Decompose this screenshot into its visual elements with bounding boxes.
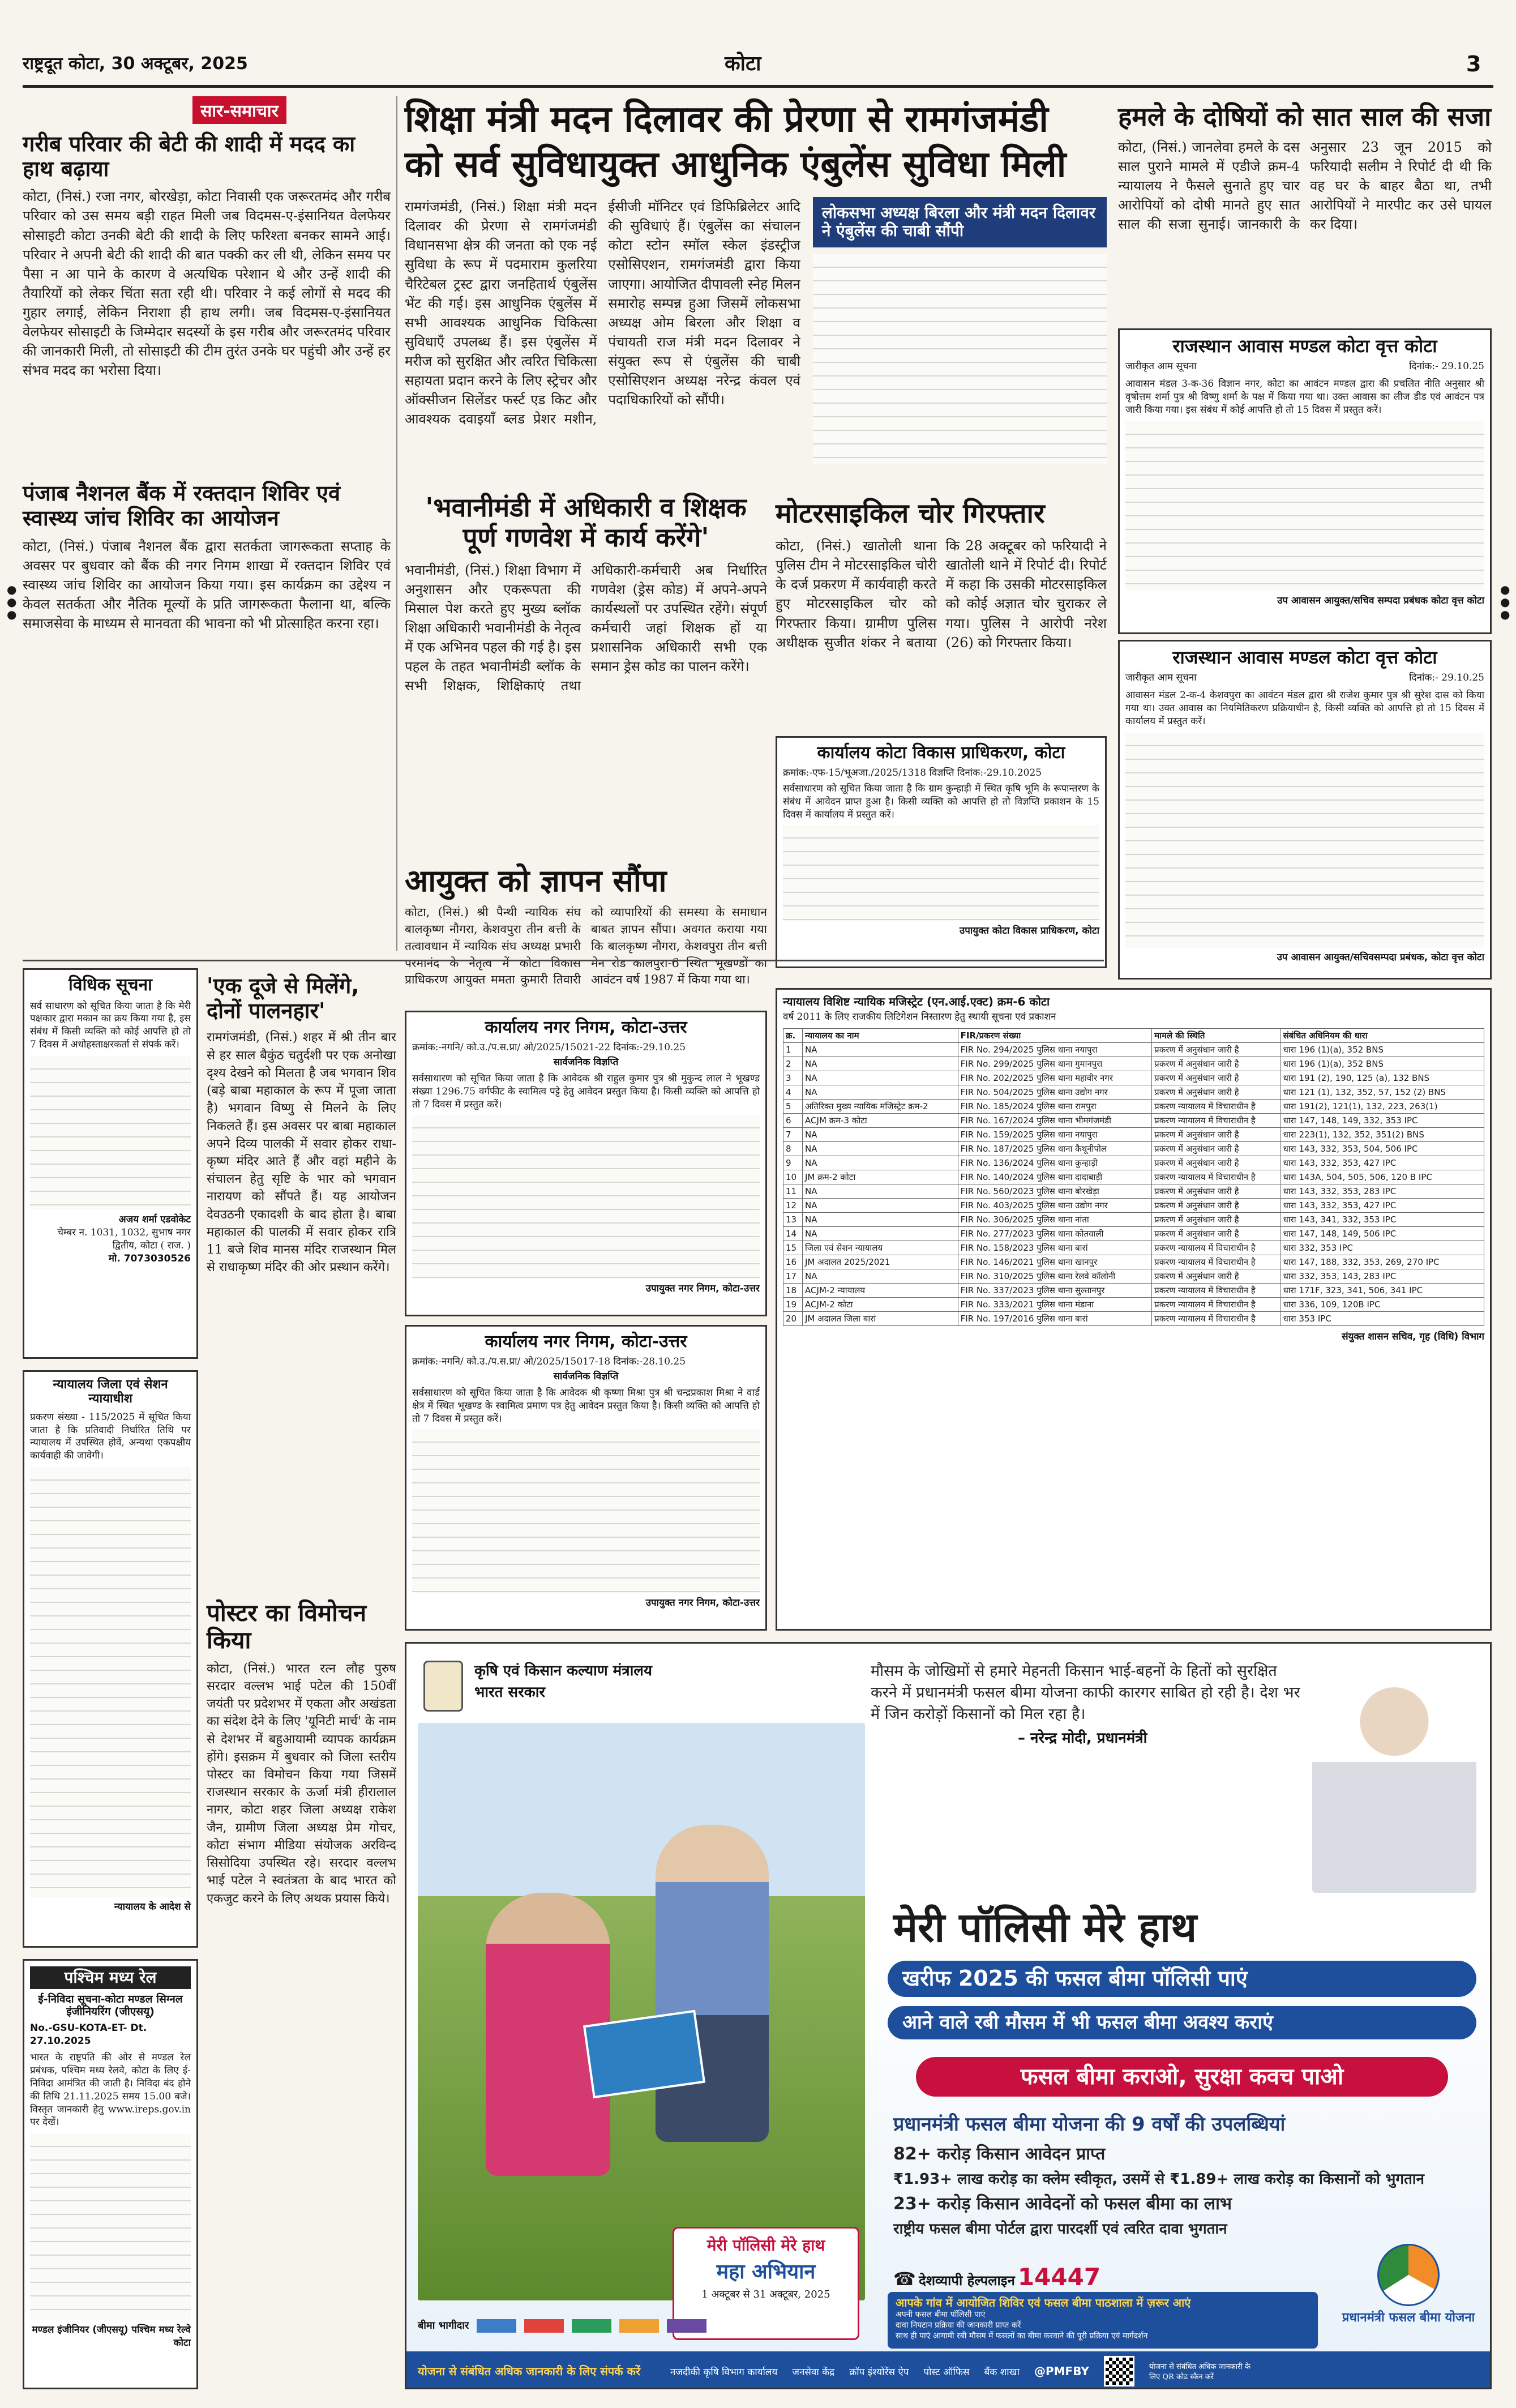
table-cell: 6 bbox=[783, 1113, 803, 1127]
table-cell: 11 bbox=[783, 1184, 803, 1198]
table-cell: 15 bbox=[783, 1241, 803, 1255]
table-cell: NA bbox=[803, 1156, 958, 1170]
court-fill bbox=[30, 1467, 191, 1897]
poster-story bbox=[207, 1599, 396, 2386]
nigam2-line: क्रमांक:-नगनि/ को.उ./प.स.प्रा/ ओ/2025/15017-18 दिनांक:-28.10.25 bbox=[412, 1355, 686, 1367]
campaign-dates: 1 अक्टूबर से 31 अक्टूबर, 2025 bbox=[701, 2288, 830, 2300]
table-cell: NA bbox=[803, 1057, 958, 1071]
table-row bbox=[783, 1099, 1484, 1113]
table-cell: NA bbox=[803, 1198, 958, 1212]
table-cell: 12 bbox=[783, 1198, 803, 1212]
nigam2-fill bbox=[412, 1429, 760, 1593]
bullet-2 bbox=[888, 2006, 1476, 2039]
table-cell: NA bbox=[803, 1226, 958, 1241]
table-cell: 20 bbox=[783, 1311, 803, 1325]
table-cell: प्रकरण में अनुसंधान जारी है bbox=[1152, 1057, 1281, 1071]
campaign-logo-title: मेरी पॉलिसी मेरे हाथ bbox=[706, 2236, 825, 2255]
table-cell: 3 bbox=[783, 1071, 803, 1085]
litigation-table bbox=[783, 1028, 1484, 1326]
legal-body: सर्व साधारण को सूचित किया जाता है कि मेरी पक्षकार द्वारा मकान का क्रय किया गया है, इस संबंध में किसी व्यक्ति को कोई आपत्ति हो तो 7 दिवस में अधोहस्ताक्षरकर्ता से संपर्क करें। bbox=[30, 1000, 191, 1051]
kda-line: क्रमांक:-एफ-15/भूअजा./2025/1318 विज्ञप्ति दिनांक:-29.10.2025 bbox=[783, 767, 1042, 779]
railway-no: No.-GSU-KOTA-ET- Dt. 27.10.2025 bbox=[30, 2022, 147, 2047]
table-cell: धारा 196 (1)(a), 352 BNS bbox=[1281, 1057, 1484, 1071]
table-cell: धारा 353 IPC bbox=[1281, 1311, 1484, 1325]
table-cell: प्रकरण में अनुसंधान जारी है bbox=[1152, 1156, 1281, 1170]
table-cell: FIR No. 146/2021 पुलिस थाना खानपुर bbox=[958, 1255, 1152, 1269]
emblem-icon bbox=[423, 1661, 463, 1712]
kda-body: सर्वसाधारण को सूचित किया जाता है कि ग्राम कुन्हाड़ी में स्थित कृषि भूमि के रूपान्तरण के संबंध में आवेदन प्राप्त हुआ है। किसी व्यक्ति को आपत्ति हो तो विज्ञप्ति प्रकाशन के 15 दिवस में कार्यालय में प्रस्तुत करें। bbox=[783, 783, 1099, 821]
table-cell: प्रकरण न्यायालय में विचाराधीन है bbox=[1152, 1113, 1281, 1127]
contact-item: बैंक शाखा bbox=[984, 2366, 1020, 2378]
table-cell: FIR No. 333/2021 पुलिस थाना मंडाना bbox=[958, 1297, 1152, 1311]
table-cell: प्रकरण में अनुसंधान जारी है bbox=[1152, 1141, 1281, 1156]
page-number: 3 bbox=[1466, 52, 1481, 76]
right-story bbox=[1118, 102, 1492, 323]
table-cell: प्रकरण न्यायालय में विचाराधीन है bbox=[1152, 1241, 1281, 1255]
contact-band bbox=[406, 2351, 1492, 2389]
table-row bbox=[783, 1297, 1484, 1311]
table-cell: प्रकरण में अनुसंधान जारी है bbox=[1152, 1184, 1281, 1198]
table-cell: 19 bbox=[783, 1297, 803, 1311]
table-cell: ACJM-2 कोटा bbox=[803, 1297, 958, 1311]
nigam2-title: कार्यालय नगर निगम, कोटा-उत्तर bbox=[485, 1332, 687, 1351]
table-cell: प्रकरण न्यायालय में विचाराधीन है bbox=[1152, 1099, 1281, 1113]
legal-notice bbox=[23, 968, 198, 1359]
table-cell: 9 bbox=[783, 1156, 803, 1170]
table-cell: धारा 147, 188, 332, 353, 269, 270 IPC bbox=[1281, 1255, 1484, 1269]
table-row bbox=[783, 1255, 1484, 1269]
table-row bbox=[783, 1113, 1484, 1127]
table-row bbox=[783, 1311, 1484, 1325]
table-cell: NA bbox=[803, 1184, 958, 1198]
notice1-body: आवासन मंडल 3-क-36 विज्ञान नगर, कोटा का आवंटन मण्डल द्वारा की प्रचलित नीति अनुसार श्री वृषोत्तम शर्मा पुत्र श्री विष्णु शर्मा के पक्ष में किया गया था। उक्त आवास का लीज डीड एवं आवंटन पत्र जारी किया गया। इस संबंध में कोई आपत्ति हो तो 15 दिवस में प्रस्तुत करें। bbox=[1125, 378, 1484, 416]
row2-rule bbox=[23, 960, 1104, 961]
col-divider-1 bbox=[396, 96, 397, 951]
table-cell: FIR No. 299/2025 पुलिस थाना गुमानपुरा bbox=[958, 1057, 1152, 1071]
farmer-figure bbox=[656, 1825, 769, 2142]
housing-notice-2 bbox=[1118, 640, 1492, 980]
table-cell: JM अदालत 2025/2021 bbox=[803, 1255, 958, 1269]
theft-body: कोटा, (निसं.) खातोली थाना पुलिस टीम ने मोटरसाइकिल चोरी के दर्ज प्रकरण में कार्यवाही करते हुए मोटरसाइकिल चोर को गिरफ्तार किया। ग्रामीण पुलिस अधीक्षक सुजीत शंकर ने बताया कि 28 अक्टूबर को फरियादी ने खातोली थाने में रिपोर्ट दी। रिपोर्ट में कहा कि उसकी मोटरसाइकिल को कोई अज्ञात चोर चुराकर ले गया। पुलिस ने आरोपी नरेश (26) को गिरफ्तार किया। bbox=[776, 538, 1107, 651]
notice2-footer: उप आवासन आयुक्त/सचिवसम्पदा प्रबंधक, कोटा वृत्त कोटा bbox=[1277, 951, 1484, 963]
quote-text: मौसम के जोखिमों से हमारे मेहनती किसान भाई-बहनों के हितों को सुरक्षित करने में प्रधानमंत्री फसल बीमा योजना काफी कारगर साबित हो रही है। देश भर में जिन करोड़ों किसानों को मिल रहा है। bbox=[871, 1662, 1300, 1723]
notice1-fill bbox=[1125, 421, 1484, 591]
table-head: न्यायालय विशिष्ट न्यायिक मजिस्ट्रेट (एन.आई.एक्ट) क्रम-6 कोटा bbox=[783, 995, 1050, 1008]
stats-list bbox=[893, 2145, 1471, 2238]
table-cell: FIR No. 277/2023 पुलिस थाना कोतवाली bbox=[958, 1226, 1152, 1241]
brief-column bbox=[23, 96, 391, 951]
theft-story bbox=[776, 498, 1107, 725]
contact-heading: योजना से संबंधित अधिक जानकारी के लिए संपर्क करें bbox=[418, 2364, 641, 2378]
table-cell: FIR No. 158/2023 पुलिस थाना बारां bbox=[958, 1241, 1152, 1255]
notice2-date: दिनांक:- 29.10.25 bbox=[1409, 671, 1484, 683]
pmfby-logo bbox=[1341, 2244, 1476, 2346]
slogan-band bbox=[916, 2057, 1448, 2097]
helpline-label: देशव्यापी हेल्पलाइन bbox=[918, 2273, 1015, 2289]
pmfby-emblem-icon bbox=[1377, 2244, 1440, 2306]
lead-body: रामगंजमंडी, (निसं.) शिक्षा मंत्री मदन दिलावर की प्रेरणा से रामगंजमंडी विधानसभा क्षेत्र की जनता को एक नई सुविधा के रूप में पदमाराम कुलरिया चैरिटेबल ट्रस्ट द्वारा जनहितार्थ एंबुलेंस भेंट की गई। इस आधुनिक एंबुलेंस में सभी आवश्यक आधुनिक चिकित्सा सुविधाएँ उपलब्ध हैं। इस एंबुलेंस में मरीज को सुरक्षित और त्वरित चिकित्सा सहायता प्रदान करने के लिए स्ट्रेचर और ऑक्सीजन सिलेंडर फर्स्ट एड किट और आवश्यक दवाइयाँ ब्लड प्रेशर मशीन, ईसीजी मॉनिटर एवं डिफिब्रिलेटर आदि की सुविधाएं हैं। एंबुलेंस का संचालन कोटा स्टोन स्मॉल स्केल इंडस्ट्रीज एसोसिएशन, रामगंजमंडी द्वारा किया जाएगा। आयोजित दीपावली स्नेह मिलन समारोह सम्पन्न हुआ जिसमें लोकसभा अध्यक्ष ओम बिरला और शिक्षा व पंचायती राज मंत्री मदन दिलावर ने संयुक्त रूप से एंबुलेंस की चाबी एसोसिएशन अध्यक्ष नरेन्द्र कंवल एवं पदाधिकारियों को सौंपी। bbox=[405, 199, 800, 427]
table-cell: धारा 171F, 323, 341, 506, 341 IPC bbox=[1281, 1283, 1484, 1297]
table-footer: संयुक्त शासन सचिव, गृह (विधि) विभाग bbox=[1342, 1331, 1484, 1342]
table-row bbox=[783, 1170, 1484, 1184]
table-cell: 14 bbox=[783, 1226, 803, 1241]
pull-quote-text: लोकसभा अध्यक्ष बिरला और मंत्री मदन दिलावर ने एंबुलेंस की चाबी सौंपी bbox=[821, 203, 1096, 241]
table-header-cell: संबंधित अधिनियम की धारा bbox=[1281, 1028, 1484, 1042]
notice2-title: राजस्थान आवास मण्डल कोटा वृत्त कोटा bbox=[1172, 647, 1437, 668]
table-cell: प्रकरण में अनुसंधान जारी है bbox=[1152, 1127, 1281, 1141]
kda-footer: उपायुक्त कोटा विकास प्राधिकरण, कोटा bbox=[959, 925, 1099, 937]
bullet-2-text: आने वाले रबी मौसम में भी फसल बीमा अवश्य कराएं bbox=[902, 2011, 1273, 2034]
theft-headline: मोटरसाइकिल चोर गिरफ्तार bbox=[776, 498, 1045, 529]
phone-icon: ☎ bbox=[893, 2268, 916, 2290]
masthead-date: राष्ट्रदूत कोटा, 30 अक्टूबर, 2025 bbox=[23, 54, 248, 74]
table-cell: 18 bbox=[783, 1283, 803, 1297]
notice1-footer: उप आवासन आयुक्त/सचिव सम्पदा प्रबंधक कोटा वृत्त कोटा bbox=[1277, 594, 1484, 606]
table-cell: धारा 143, 341, 332, 353 IPC bbox=[1281, 1212, 1484, 1226]
nigam1-sub: सार्वजनिक विज्ञप्ति bbox=[553, 1057, 619, 1068]
table-cell: FIR No. 197/2016 पुलिस थाना बारां bbox=[958, 1311, 1152, 1325]
bullet-1-text: खरीफ 2025 की फसल बीमा पॉलिसी पाएं bbox=[902, 1966, 1248, 1991]
bullet-1 bbox=[888, 1961, 1476, 1997]
table-cell: 4 bbox=[783, 1085, 803, 1099]
table-cell: ACJM-2 न्यायालय bbox=[803, 1283, 958, 1297]
notice1-date: दिनांक:- 29.10.25 bbox=[1409, 360, 1484, 372]
pmfby-advertisement bbox=[405, 1642, 1492, 2389]
insurers-strip bbox=[418, 2315, 871, 2337]
stat-item: 82+ करोड़ किसान आवेदन प्राप्त bbox=[893, 2144, 1106, 2164]
table-cell: 2 bbox=[783, 1057, 803, 1071]
table-cell: FIR No. 504/2025 पुलिस थाना उद्योग नगर bbox=[958, 1085, 1152, 1099]
housing-notice-1 bbox=[1118, 328, 1492, 634]
lead-story bbox=[405, 99, 1107, 484]
quote-attribution: – नरेन्द्र मोदी, प्रधानमंत्री bbox=[1018, 1730, 1147, 1747]
table-cell: 10 bbox=[783, 1170, 803, 1184]
table-cell: NA bbox=[803, 1127, 958, 1141]
table-cell: NA bbox=[803, 1085, 958, 1099]
table-cell: 7 bbox=[783, 1127, 803, 1141]
table-cell: धारा 191 (2), 190, 125 (a), 132 BNS bbox=[1281, 1071, 1484, 1085]
masthead-section: कोटा bbox=[725, 52, 761, 75]
nigam-notice-2 bbox=[405, 1325, 767, 1631]
feature-headline: 'एक दूजे से मिलेंगे, दोनों पालनहार' bbox=[207, 973, 359, 1023]
contact-item: नजदीकी कृषि विभाग कार्यालय bbox=[670, 2366, 778, 2378]
nigam-notice-1 bbox=[405, 1011, 767, 1316]
railway-sub: ई-निविदा सूचना-कोटा मण्डल सिग्नल इंजीनियरिंग (जीएसयू) bbox=[38, 1993, 183, 2018]
right-headline: हमले के दोषियों को सात साल की सजा bbox=[1118, 101, 1492, 132]
helpline-number: 14447 bbox=[1017, 2263, 1101, 2291]
nigam2-body: सर्वसाधारण को सूचित किया जाता है कि आवेदक श्री कृष्णा मिश्रा पुत्र श्री चन्द्रप्रकाश मिश्रा ने वार्ड क्षेत्र में स्थित भूखण्ड के स्वामित्व प्रमाण पत्र हेतु आवेदन प्रस्तुत किया है। किसी व्यक्ति को आपत्ति हो तो 7 दिवस में प्रस्तुत करें। bbox=[412, 1387, 760, 1425]
notice2-sub: जारीकृत आम सूचना bbox=[1125, 671, 1197, 683]
pmfby-name: प्रधानमंत्री फसल बीमा योजना bbox=[1342, 2311, 1475, 2325]
table-cell: 16 bbox=[783, 1255, 803, 1269]
court-body: प्रकरण संख्या - 115/2025 में सूचित किया जाता है कि प्रतिवादी निर्धारित तिथि पर न्यायालय में उपस्थित होवें, अन्यथा एकपक्षीय कार्यवाही की जावेगी। bbox=[30, 1411, 191, 1462]
nigam2-footer: उपायुक्त नगर निगम, कोटा-उत्तर bbox=[645, 1597, 760, 1609]
table-cell: धारा 191(2), 121(1), 132, 223, 263(1) bbox=[1281, 1099, 1484, 1113]
table-row bbox=[783, 1127, 1484, 1141]
insurers-label: बीमा भागीदार bbox=[418, 2319, 469, 2332]
lead-body-continued bbox=[813, 254, 1107, 464]
table-cell: धारा 143A, 504, 505, 506, 120 B IPC bbox=[1281, 1170, 1484, 1184]
slogan-text: फसल बीमा कराओ, सुरक्षा कवच पाओ bbox=[1020, 2064, 1344, 2090]
table-cell: प्रकरण में अनुसंधान जारी है bbox=[1152, 1085, 1281, 1099]
policy-document bbox=[583, 2010, 705, 2099]
camp-item: अपनी फसल बीमा पॉलिसी पाएं bbox=[896, 2310, 986, 2319]
table-cell: 5 bbox=[783, 1099, 803, 1113]
table-cell: प्रकरण न्यायालय में विचाराधीन है bbox=[1152, 1283, 1281, 1297]
helpline bbox=[893, 2264, 1100, 2291]
poster-headline: पोस्टर का विमोचन किया bbox=[207, 1599, 367, 1654]
table-cell: FIR No. 310/2025 पुलिस थाना रेलवे कॉलोनी bbox=[958, 1269, 1152, 1283]
notice2-body: आवासन मंडल 2-क-4 केशवपुरा का आवंटन मंडल द्वारा श्री राजेश कुमार पुत्र श्री सुरेश दास को किया गया था। उक्त आवास का नियमितिकरण प्रक्रियाधीन है, किसी व्यक्ति को आपत्ति हो तो 15 दिवस में कार्यालय में प्रस्तुत करें। bbox=[1125, 689, 1484, 727]
feature-body: रामगंजमंडी, (निसं.) शहर में श्री तीन बार से हर साल बैकुंठ चतुर्दशी पर एक अनोखा दृश्य देखने को मिलता है जब भगवान शिव (बड़े बाबा महाकाल के रूप में पूजा जाता है) भगवान विष्णु से मिलने के लिए निकलते हैं। इस अवसर पर बाबा महाकाल अपने दिव्य पालकी में सवार होकर राधा-कृष्ण मंदिर आते हैं और वहां महीने के संचालन हेतु सृष्टि के भार को भगवान नारायण को सौंपते हैं। यह आयोजन देवउठनी एकादशी के बाद होता है। बाबा महाकाल की पालकी में सवार होकर रात्रि 11 बजे शिव मानस मंदिर राजस्थान मिल से राधाकृष्ण मंदिर की ओर प्रस्थान करेंगे। bbox=[207, 1030, 396, 1275]
legal-mobile: मो. 7073030526 bbox=[108, 1253, 191, 1265]
table-row bbox=[783, 1042, 1484, 1057]
insurer-logo bbox=[524, 2319, 564, 2333]
memorandum-headline: आयुक्त को ज्ञापन सौंपा bbox=[405, 863, 667, 899]
masthead-rule bbox=[23, 85, 1493, 88]
court-notice bbox=[23, 1370, 198, 1948]
memorandum-body: कोटा, (निसं.) श्री पैन्थी न्यायिक संघ बालकृष्ण नौगरा, केशवपुरा तीन बत्ती के तत्वावधान में न्यायिक संघ अध्यक्ष प्रभारी परमानंद के नेतृत्व में कोटा विकास प्राधिकरण आयुक्त ममता कुमारी तिवारी को व्यापारियों की समस्या के समाधान बाबत ज्ञापन सौंपा। अवगत कराया गया कि बालकृष्ण नौगरा, केशवपुरा तीन बत्ती मेन रोड कालपुरा-6 स्थित भूखण्डों का आवंटन वर्ष 1987 में किया गया था। bbox=[405, 905, 767, 987]
table-cell: धारा 121 (1), 132, 352, 57, 152 (2) BNS bbox=[1281, 1085, 1484, 1099]
railway-footer: मण्डल इंजीनियर (जीएसयू) पश्चिम मध्य रेल्वे कोटा bbox=[32, 2324, 191, 2349]
stat-item: ₹1.93+ लाख करोड़ का क्लेम स्वीकृत, उसमें से ₹1.89+ लाख करोड़ का किसानों को भुगतान bbox=[893, 2170, 1424, 2188]
litigation-table-notice bbox=[776, 988, 1492, 1631]
table-cell: प्रकरण न्यायालय में विचाराधीन है bbox=[1152, 1170, 1281, 1184]
table-cell: प्रकरण न्यायालय में विचाराधीन है bbox=[1152, 1255, 1281, 1269]
brief-headline-1: गरीब परिवार की बेटी की शादी में मदद का हाथ बढ़ाया bbox=[23, 131, 356, 181]
table-cell: धारा 336, 109, 120B IPC bbox=[1281, 1297, 1484, 1311]
ad-title: मेरी पॉलिसी मेरे हाथ bbox=[893, 1904, 1197, 1951]
table-cell: धारा 332, 353 IPC bbox=[1281, 1241, 1484, 1255]
notice2-fill bbox=[1125, 733, 1484, 948]
insurer-logo bbox=[572, 2319, 611, 2333]
table-cell: NA bbox=[803, 1212, 958, 1226]
table-cell: FIR No. 185/2024 पुलिस थाना रामपुरा bbox=[958, 1099, 1152, 1113]
lead-pull-quote bbox=[813, 197, 1107, 247]
brief-body-1: कोटा, (निसं.) रजा नगर, बोरखेड़ा, कोटा निवासी एक जरूरतमंद और गरीब परिवार को उस समय बड़ी राहत मिली जब विदमस-ए-इंसानियत वेलफेयर सोसाइटी कोटा उनकी बेटी की शादी के लिए फरिश्ता बनकर सामने आई। परिवार ने अपनी बेटी की शादी की बात पक्की कर ली थी, लेकिन समय पर पैसा न आ पाने के कारण वे अत्यधिक परेशान थे और उन्हें शादी की तैयारियों को लेकर चिंता सता रही थी। परिवार ने कई लोगों से मदद की गुहार लगाई, लेकिन निराशा ही हाथ लगी। जब विदमस-ए-इंसानियत वेलफेयर सोसाइटी के जिम्मेदार सदस्यों के इस गरीब और जरूरतमंद परिवार की जानकारी मिली, तो सोसाइटी की टीम तुरंत उनके घर पहुंची और उन्हें हर संभव मदद का भरोसा दिया। bbox=[23, 189, 391, 379]
legal-signature: अजय शर्मा एडवोकेट bbox=[118, 1214, 191, 1226]
table-row bbox=[783, 1283, 1484, 1297]
table-cell: जिला एवं सेशन न्यायालय bbox=[803, 1241, 958, 1255]
table-row bbox=[783, 1057, 1484, 1071]
table-cell: अतिरिक्त मुख्य न्यायिक मजिस्ट्रेट क्रम-2 bbox=[803, 1099, 958, 1113]
table-cell: प्रकरण में अनुसंधान जारी है bbox=[1152, 1226, 1281, 1241]
table-row bbox=[783, 1184, 1484, 1198]
table-row bbox=[783, 1141, 1484, 1156]
table-cell: धारा 143, 332, 353, 427 IPC bbox=[1281, 1156, 1484, 1170]
table-cell: प्रकरण में अनुसंधान जारी है bbox=[1152, 1198, 1281, 1212]
nigam1-line: क्रमांक:-नगनि/ को.उ./प.स.प्रा/ ओ/2025/15021-22 दिनांक:-29.10.25 bbox=[412, 1041, 686, 1053]
lead-headline-1: शिक्षा मंत्री मदन दिलावर की प्रेरणा से रामगंजमंडी bbox=[405, 99, 1048, 140]
railway-body: भारत के राष्ट्रपति की ओर से मण्डल रेल प्रबंधक, पश्चिम मध्य रेलवे, कोटा के लिए ई-निविदा आमंत्रित की जाती है। निविदा बंद होने की तिथि 21.11.2025 समय 15.00 बजे। विस्तृत जानकारी हेतु www.ireps.gov.in पर देखें। bbox=[30, 2051, 191, 2128]
table-cell: NA bbox=[803, 1141, 958, 1156]
table-header-cell: मामले की स्थिति bbox=[1152, 1028, 1281, 1042]
table-cell: 13 bbox=[783, 1212, 803, 1226]
table-line: वर्ष 2011 के लिए राजकीय लिटिगेशन निस्तारण हेतु स्थायी सूचना एवं प्रकाशन bbox=[783, 1011, 1056, 1023]
social-handle: @PMFBY bbox=[1034, 2364, 1089, 2378]
campaign-name: महा अभियान bbox=[716, 2260, 816, 2284]
table-row bbox=[783, 1085, 1484, 1099]
table-cell: ACJM क्रम-3 कोटा bbox=[803, 1113, 958, 1127]
table-cell: धारा 143, 332, 353, 427 IPC bbox=[1281, 1198, 1484, 1212]
kda-notice bbox=[776, 736, 1107, 968]
table-cell: प्रकरण न्यायालय में विचाराधीन है bbox=[1152, 1297, 1281, 1311]
kda-title: कार्यालय कोटा विकास प्राधिकरण, कोटा bbox=[817, 743, 1065, 763]
table-cell: 17 bbox=[783, 1269, 803, 1283]
nigam1-fill bbox=[412, 1115, 760, 1279]
table-cell: FIR No. 294/2025 पुलिस थाना नयापुरा bbox=[958, 1042, 1152, 1057]
table-cell: JM क्रम-2 कोटा bbox=[803, 1170, 958, 1184]
railway-notice bbox=[23, 1959, 198, 2389]
qr-code-icon bbox=[1104, 2356, 1134, 2386]
table-cell: FIR No. 136/2024 पुलिस थाना कुन्हाड़ी bbox=[958, 1156, 1152, 1170]
table-cell: FIR No. 337/2023 पुलिस थाना सुल्तानपुर bbox=[958, 1283, 1152, 1297]
table-cell: धारा 147, 148, 149, 506 IPC bbox=[1281, 1226, 1484, 1241]
memorandum-story bbox=[405, 863, 767, 999]
lead-headline-2: को सर्व सुविधायुक्त आधुनिक एंबुलेंस सुविधा मिली bbox=[405, 143, 1067, 186]
table-cell: धारा 223(1), 132, 352, 351(2) BNS bbox=[1281, 1127, 1484, 1141]
contact-item: क्रॉप इंश्योरेंस ऐप bbox=[849, 2366, 909, 2378]
table-cell: प्रकरण में अनुसंधान जारी है bbox=[1152, 1071, 1281, 1085]
table-cell: FIR No. 187/2025 पुलिस थाना कैथूनीपोल bbox=[958, 1141, 1152, 1156]
nigam1-footer: उपायुक्त नगर निगम, कोटा-उत्तर bbox=[645, 1283, 760, 1295]
table-cell: 8 bbox=[783, 1141, 803, 1156]
right-body: कोटा, (निसं.) जानलेवा हमले के दस साल पुराने मामले में एडीजे क्रम-4 न्यायालय ने फैसले सुनाते हुए चार आरोपियों को दोषी मानते हुए सात साल की सजा सुनाई। जानकारी के अनुसार 23 जून 2015 को फरियादी सलीम ने रिपोर्ट दी थी कि वह घर के बाहर बैठा था, तभी आरोपियों ने मारपीट कर उसे घायल कर दिया। bbox=[1118, 139, 1492, 233]
contact-item: जनसेवा केंद्र bbox=[792, 2366, 835, 2378]
table-cell: NA bbox=[803, 1269, 958, 1283]
table-row bbox=[783, 1241, 1484, 1255]
court-title: न्यायालय जिला एवं सेशन न्यायाधीश bbox=[53, 1378, 168, 1406]
nigam1-title: कार्यालय नगर निगम, कोटा-उत्तर bbox=[485, 1017, 687, 1037]
legal-address: चेम्बर न. 1031, 1032, सुभाष नगर द्वितीय, कोटा ( राज. ) bbox=[57, 1227, 191, 1252]
railway-title: पश्चिम मध्य रेल bbox=[30, 1966, 191, 1989]
table-cell: FIR No. 202/2025 पुलिस थाना महावीर नगर bbox=[958, 1071, 1152, 1085]
table-header-cell: न्यायालय का नाम bbox=[803, 1028, 958, 1042]
railway-fill bbox=[30, 2133, 191, 2320]
kda-fill bbox=[783, 825, 1099, 921]
contact-item: पोस्ट ऑफिस bbox=[923, 2366, 970, 2378]
brief-label: सार-समाचार bbox=[192, 96, 286, 124]
brief-headline-2: पंजाब नैशनल बैंक में रक्तदान शिविर एवं स्वास्थ्य जांच शिविर का आयोजन bbox=[23, 481, 341, 531]
uniform-headline: 'भवानीमंडी में अधिकारी व शिक्षक पूर्ण गणवेश में कार्य करेंगे' bbox=[425, 492, 747, 553]
table-cell: प्रकरण में अनुसंधान जारी है bbox=[1152, 1212, 1281, 1226]
table-cell: FIR No. 560/2023 पुलिस थाना बोरखेड़ा bbox=[958, 1184, 1152, 1198]
nigam2-sub: सार्वजनिक विज्ञप्ति bbox=[553, 1371, 619, 1383]
table-cell: FIR No. 306/2025 पुलिस थाना नांता bbox=[958, 1212, 1152, 1226]
table-cell: प्रकरण न्यायालय में विचाराधीन है bbox=[1152, 1311, 1281, 1325]
table-row bbox=[783, 1156, 1484, 1170]
stat-item: राष्ट्रीय फसल बीमा पोर्टल द्वारा पारदर्शी एवं त्वरित दावा भुगतान bbox=[893, 2220, 1227, 2238]
table-cell: धारा 147, 148, 149, 332, 353 IPC bbox=[1281, 1113, 1484, 1127]
court-footer: न्यायालय के आदेश से bbox=[114, 1901, 191, 1913]
uniform-body: भवानीमंडी, (निसं.) शिक्षा विभाग में अनुशासन और एकरूपता की मिसाल पेश करते हुए मुख्य ब्लॉक शिक्षा अधिकारी भवानीमंडी के नेतृत्व में एक अभिनव पहल की गई है। इस पहल के तहत भवानीमंडी ब्लॉक के सभी शिक्षक, शिक्षिकाएं तथा अधिकारी-कर्मचारी अब निर्धारित गणवेश (ड्रेस कोड) में अपने-अपने कार्यस्थलों पर उपस्थित रहेंगे। संपूर्ण कर्मचारी जहां शिक्षक हों या प्रशासनिक अधिकारी सभी एक समान ड्रेस कोड का पालन करेंगे। bbox=[405, 562, 767, 694]
pm-portrait bbox=[1312, 1655, 1476, 1893]
notice1-title: राजस्थान आवास मण्डल कोटा वृत्त कोटा bbox=[1172, 335, 1437, 357]
farmer-photo bbox=[418, 1723, 865, 2300]
camp-box bbox=[888, 2292, 1318, 2349]
table-cell: FIR No. 140/2024 पुलिस थाना दादाबाड़ी bbox=[958, 1170, 1152, 1184]
stat-item: 23+ करोड़ किसान आवेदनों को फसल बीमा का लाभ bbox=[893, 2194, 1232, 2214]
table-cell: प्रकरण में अनुसंधान जारी है bbox=[1152, 1042, 1281, 1057]
notice1-sub: जारीकृत आम सूचना bbox=[1125, 360, 1197, 372]
achievements-title: प्रधानमंत्री फसल बीमा योजना की 9 वर्षों की उपलब्धियां bbox=[893, 2113, 1286, 2136]
table-row bbox=[783, 1269, 1484, 1283]
table-row bbox=[783, 1212, 1484, 1226]
feature-story bbox=[207, 974, 396, 1585]
table-row bbox=[783, 1226, 1484, 1241]
ministry-govt: भारत सरकार bbox=[474, 1684, 546, 1701]
table-cell: धारा 332, 353, 143, 283 IPC bbox=[1281, 1269, 1484, 1283]
table-cell: धारा 143, 332, 353, 283 IPC bbox=[1281, 1184, 1484, 1198]
table-header-cell: FIR/प्रकरण संख्या bbox=[958, 1028, 1152, 1042]
brief-body-2: कोटा, (निसं.) पंजाब नैशनल बैंक द्वारा सतर्कता जागरूकता सप्ताह के अवसर पर बुधवार को बैंक की नगर निगम शाखा में रक्तदान शिविर एवं स्वास्थ्य जांच शिविर का आयोजन किया गया। इस कार्यक्रम का उद्देश्य न केवल सतर्कता और नैतिक मूल्यों के प्रति जागरूकता फैलाना था, बल्कि समाजसेवा के माध्यम से मानवता की भावना को भी प्रोत्साहित करना रहा। bbox=[23, 538, 391, 632]
ministry-name: कृषि एवं किसान कल्याण मंत्रालय bbox=[474, 1662, 653, 1679]
table-cell: NA bbox=[803, 1042, 958, 1057]
table-cell: 1 bbox=[783, 1042, 803, 1057]
table-row bbox=[783, 1198, 1484, 1212]
table-cell: JM अदालत जिला बारां bbox=[803, 1311, 958, 1325]
poster-body: कोटा, (निसं.) भारत रत्न लौह पुरुष सरदार वल्लभ भाई पटेल की 150वीं जयंती पर प्रदेशभर में एकता और अखंडता का संदेश देने के लिए 'यूनिटी मार्च' के नाम से देशभर में बहुआयामी व्यापक कार्यक्रम होंगे। इसक्रम में बुधवार को जिला स्तरीय पोस्टर का विमोचन किया गया जिसमें राजस्थान सरकार के ऊर्जा मंत्री हीरालाल नागर, कोटा शहर जिला अध्यक्ष राकेश जैन, ग्रामीण जिला अध्यक्ष प्रेम गोचर, कोटा संभाग मीडिया संयोजक अरविन्द सिसोदिया उपस्थित रहे। सरदार वल्लभ भाई पटेल ने स्वतंत्रता के बाद भारत को एकजुट करने के लिए अथक प्रयास किये। bbox=[207, 1661, 396, 1906]
insurer-logo bbox=[477, 2319, 516, 2333]
table-cell: FIR No. 167/2024 पुलिस थाना भीमगंजमंडी bbox=[958, 1113, 1152, 1127]
insurer-logo bbox=[667, 2319, 706, 2333]
registration-mark: ● ● ● bbox=[7, 583, 17, 621]
nigam1-body: सर्वसाधारण को सूचित किया जाता है कि आवेदक श्री राहुल कुमार पुत्र श्री मुकुन्द लाल ने भूखण्ड संख्या 1296.75 वर्गफीट के स्वामित्व पट्टे हेतु आवेदन प्रस्तुत किया है। किसी व्यक्ति को आपत्ति हो तो 7 दिवस में प्रस्तुत करें। bbox=[412, 1073, 760, 1111]
table-cell: प्रकरण में अनुसंधान जारी है bbox=[1152, 1269, 1281, 1283]
qr-text: योजना से संबंधित अधिक जानकारी के लिए QR कोड स्कैन करें bbox=[1149, 2363, 1251, 2381]
camp-item: साथ ही पाएं आगामी रबी मौसम में फसलों का बीमा करवाने की पूरी प्रक्रिया एवं मार्गदर्शन bbox=[896, 2331, 1148, 2341]
table-row bbox=[783, 1071, 1484, 1085]
table-header-cell: क्र. bbox=[783, 1028, 803, 1042]
camp-heading: आपके गांव में आयोजित शिविर एवं फसल बीमा पाठशाला में ज़रूर आएं bbox=[896, 2296, 1191, 2309]
pm-quote bbox=[871, 1661, 1301, 1747]
table-cell: धारा 196 (1)(a), 352 BNS bbox=[1281, 1042, 1484, 1057]
legal-fill bbox=[30, 1056, 191, 1209]
insurer-logo bbox=[619, 2319, 659, 2333]
uniform-story bbox=[405, 493, 767, 855]
camp-item: दावा निपटान प्रक्रिया की जानकारी प्राप्त करें bbox=[896, 2320, 1021, 2330]
table-cell: धारा 143, 332, 353, 504, 506 IPC bbox=[1281, 1141, 1484, 1156]
legal-title: विधिक सूचना bbox=[68, 975, 152, 995]
table-cell: FIR No. 159/2025 पुलिस थाना नयापुरा bbox=[958, 1127, 1152, 1141]
table-cell: FIR No. 403/2025 पुलिस थाना उद्योग नगर bbox=[958, 1198, 1152, 1212]
registration-mark: ● ● ● bbox=[1500, 583, 1510, 621]
table-cell: NA bbox=[803, 1071, 958, 1085]
